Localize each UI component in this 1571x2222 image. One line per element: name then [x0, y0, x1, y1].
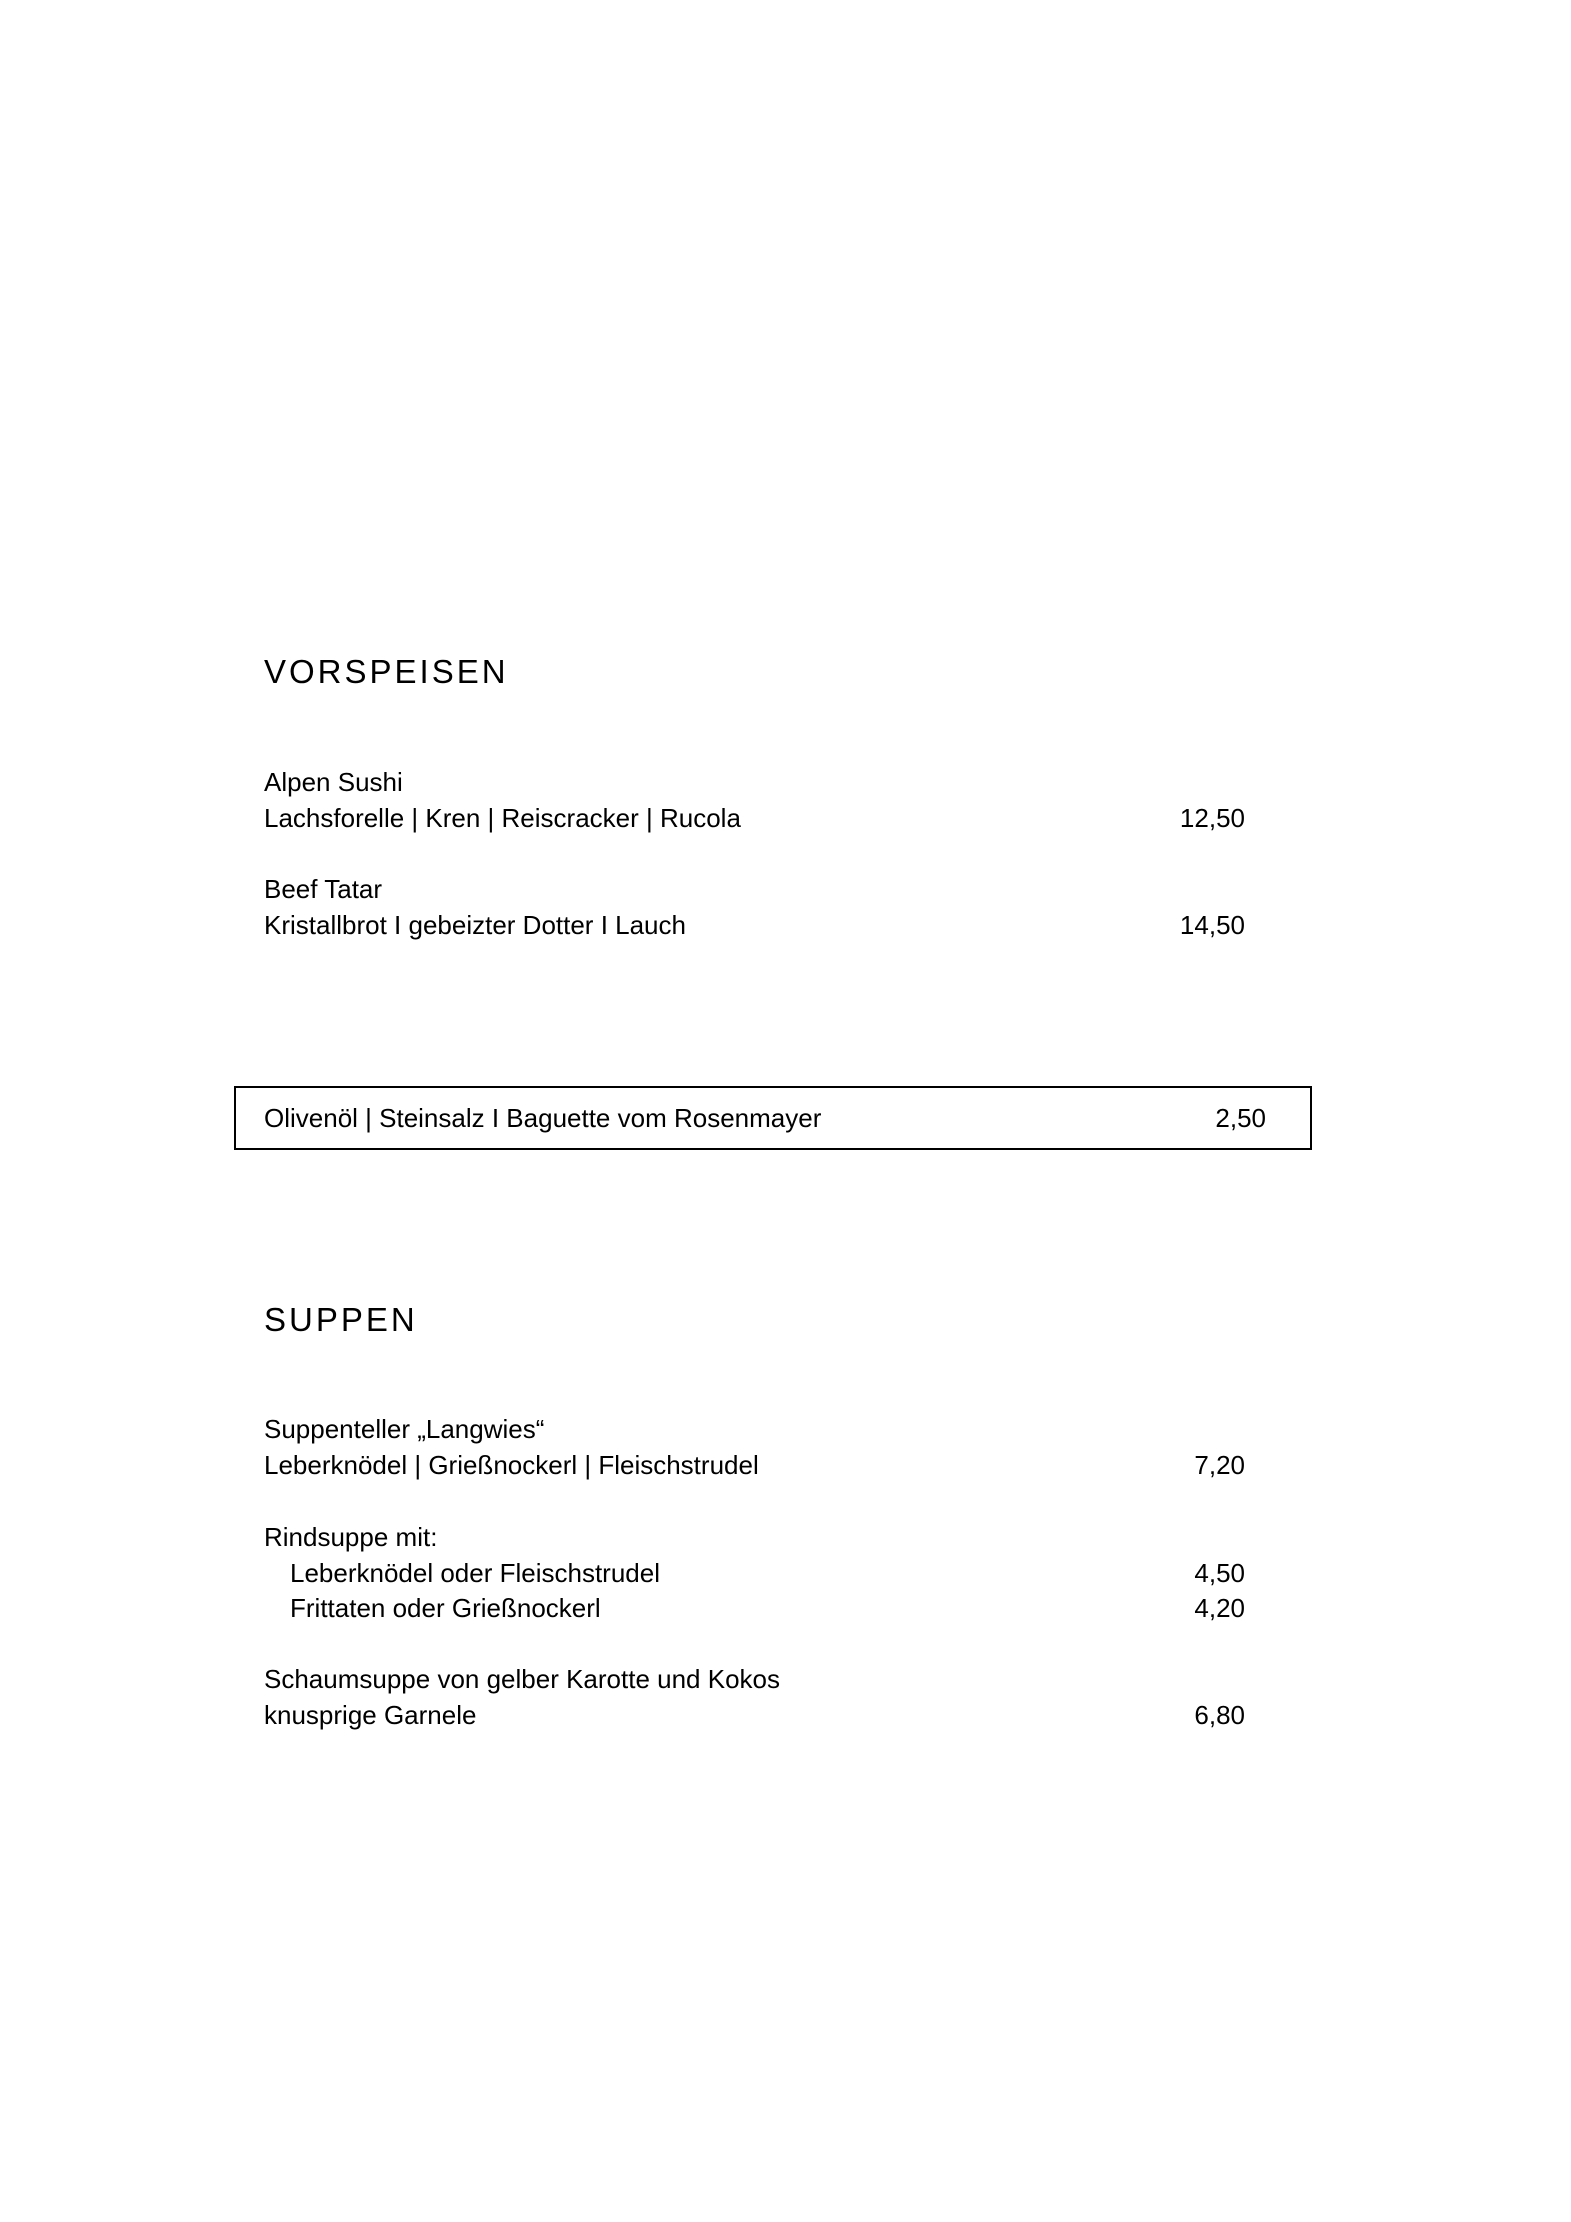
dish-price-schaumsuppe: 6,80: [1194, 1700, 1245, 1730]
dish-name-rindsuppe: Rindsuppe mit:: [264, 1522, 438, 1552]
dish-description-alpen-sushi: Lachsforelle | Kren | Reiscracker | Rucola: [264, 803, 741, 833]
rindsuppe-option-2: Frittaten oder Grießnockerl: [290, 1593, 601, 1623]
rindsuppe-option-1: Leberknödel oder Fleischstrudel: [290, 1558, 660, 1588]
dish-name-suppenteller: Suppenteller „Langwies“: [264, 1414, 545, 1444]
dish-price-beef-tatar: 14,50: [1179, 910, 1245, 940]
dish-name-beef-tatar: Beef Tatar: [264, 874, 383, 904]
dish-name-alpen-sushi: Alpen Sushi: [264, 767, 403, 797]
dish-price-alpen-sushi: 12,50: [1179, 803, 1245, 833]
bread-offer-text: Olivenöl | Steinsalz I Baguette vom Rosenmayer: [264, 1103, 822, 1133]
dish-description-schaumsuppe: knusprige Garnele: [264, 1700, 477, 1730]
dish-price-suppenteller: 7,20: [1194, 1450, 1245, 1480]
dish-description-suppenteller: Leberknödel | Grießnockerl | Fleischstrudel: [264, 1450, 759, 1480]
bread-offer-price: 2,50: [1215, 1103, 1266, 1133]
section-title-vorspeisen: VORSPEISEN: [264, 653, 509, 690]
section-title-suppen: SUPPEN: [264, 1301, 418, 1338]
bread-offer-box: [234, 1086, 1312, 1150]
dish-description-beef-tatar: Kristallbrot I gebeizter Dotter I Lauch: [264, 910, 686, 940]
rindsuppe-option-1-price: 4,50: [1194, 1558, 1245, 1588]
dish-name-schaumsuppe: Schaumsuppe von gelber Karotte und Kokos: [264, 1664, 781, 1694]
rindsuppe-option-2-price: 4,20: [1194, 1593, 1245, 1623]
